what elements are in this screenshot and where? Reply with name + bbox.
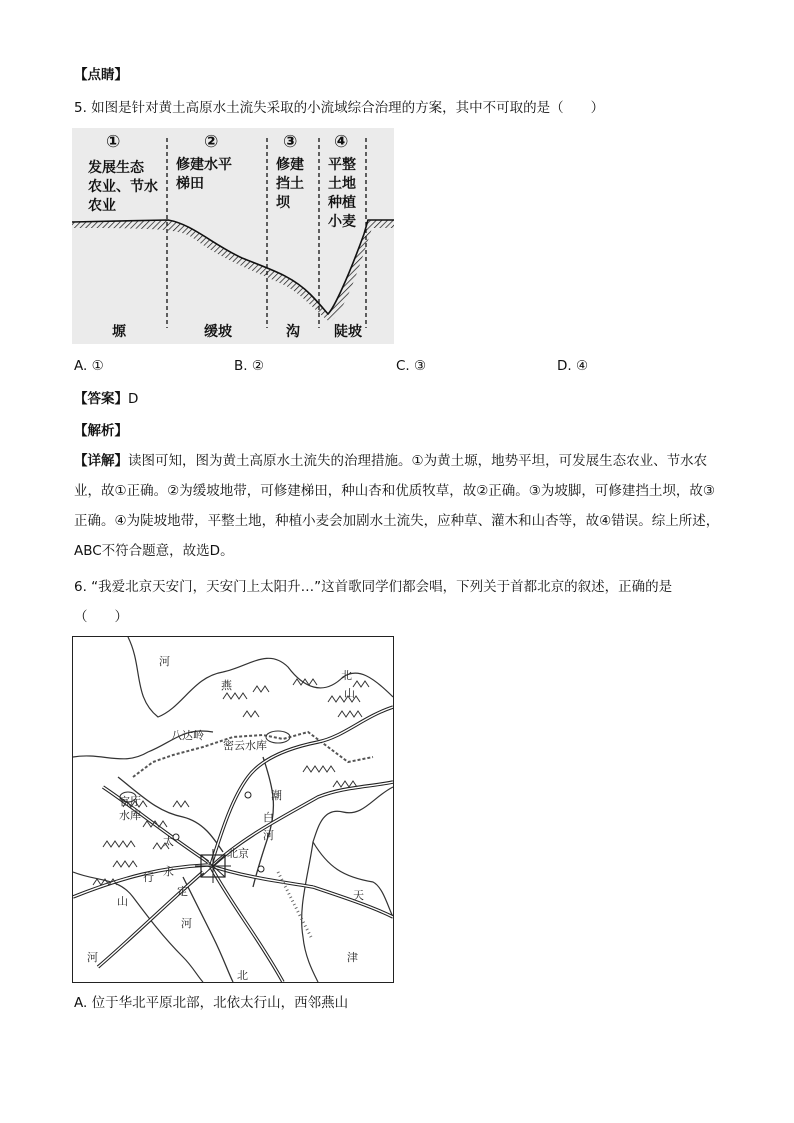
dianjing-tag: 【点睛】	[74, 67, 128, 83]
map-label-tian: 天	[353, 889, 364, 902]
analysis-tag: 【解析】	[74, 423, 128, 439]
map-label-shan-2: 山	[117, 895, 128, 908]
zone-2-line-2: 梯田	[176, 176, 204, 192]
map-label-bei-1: 北	[341, 669, 352, 682]
map-label-tai: 太	[163, 835, 174, 848]
detail-paragraph	[74, 446, 724, 566]
map-label-ding: 定	[177, 885, 188, 898]
map-label-reservoir: 水库	[119, 809, 141, 822]
question-6-stem-line-1: 6. “我爱北京天安门，天安门上太阳升…”这首歌同学们都会唱，下列关于首都北京的叙述，正确的是	[74, 579, 673, 595]
ground-hatch	[72, 220, 394, 322]
detail-tag: 【详解】	[74, 453, 128, 469]
zone-1-number: ①	[106, 132, 121, 152]
map-label-badaling: 八达岭	[171, 729, 204, 742]
map-label-he-4: 河	[87, 951, 98, 964]
map-label-yan: 燕	[221, 679, 232, 692]
zone-1-line-1: 发展生态	[88, 160, 144, 176]
zone-4-line-3: 种植	[328, 195, 356, 211]
zone-4-line-4: 小麦	[328, 214, 356, 230]
detail-text: 读图可知，图为黄土高原水土流失的治理措施。①为黄土塬，地势平坦，可发展生态农业、节水农业，故①正确。②为缓坡地带，可修建梯田，种山杏和优质牧草，故②正确。③为坡脚，可修建挡土坝，故③正确。④为陡坡地带，平整土地，种植小麦会加剧水土流失，应种草、灌木和山杏等，故④错误。综上所述，ABC不符合题意，故选D。	[74, 453, 720, 559]
answer-value: D	[128, 391, 139, 407]
zone-1-line-2: 农业、节水	[88, 179, 158, 195]
zone-4-line-2: 土地	[328, 176, 356, 192]
question-6-stem-line-2: （ ）	[74, 609, 128, 625]
map-label-jin: 津	[347, 951, 358, 964]
map-label-he-3: 河	[181, 917, 192, 930]
question-5-stem: 5. 如图是针对黄土高原水土流失采取的小流域综合治理的方案，其中不可取的是（ ）	[74, 100, 605, 116]
option-6a: A. 位于华北平原北部，北依太行山，西邻燕山	[74, 995, 349, 1011]
bottom-label-yuan: 塬	[112, 324, 126, 340]
beijing-map	[72, 636, 394, 983]
map-label-bai: 白	[263, 811, 274, 824]
zone-3-line-1: 修建	[276, 157, 304, 173]
map-label-xing: 行	[143, 871, 154, 884]
map-label-bei-2: 北	[237, 969, 248, 982]
zone-4-line-1: 平整	[328, 157, 356, 173]
option-5c: C. ③	[396, 358, 427, 374]
option-5b: B. ②	[234, 358, 264, 374]
bottom-label-gentle-slope: 缓坡	[204, 324, 232, 340]
option-5a: A. ①	[74, 358, 104, 374]
map-label-miyun-reservoir: 密云水库	[223, 739, 267, 752]
option-5d: D. ④	[557, 358, 589, 374]
map-label-shan-1: 山	[344, 687, 355, 700]
zone-3-number: ③	[283, 132, 298, 152]
answer-tag: 【答案】	[74, 391, 128, 407]
bottom-label-gully: 沟	[286, 324, 300, 340]
answer-row	[74, 389, 138, 409]
zone-3-line-3: 坝	[276, 195, 290, 211]
zone-2-line-1: 修建水平	[176, 157, 232, 173]
map-label-beijing: 北京	[227, 847, 249, 860]
map-label-he-1: 河	[159, 655, 170, 668]
zone-4-number: ④	[334, 132, 349, 152]
loess-plateau-figure	[72, 128, 394, 344]
map-label-guanting: 官厅	[119, 795, 141, 808]
map-label-he-2: 河	[263, 829, 274, 842]
zone-3-line-2: 挡土	[276, 176, 304, 192]
map-label-chao: 潮	[271, 789, 282, 802]
zone-2-number: ②	[204, 132, 219, 152]
zone-1-line-3: 农业	[88, 198, 116, 214]
map-label-yong: 永	[163, 865, 174, 878]
bottom-label-steep-slope: 陡坡	[334, 324, 362, 340]
